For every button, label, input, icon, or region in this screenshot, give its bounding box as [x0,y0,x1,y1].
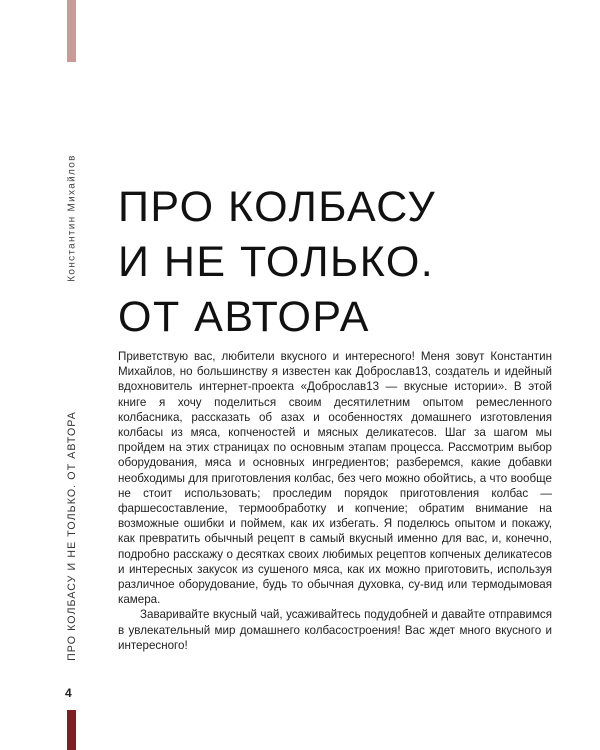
body-text [118,349,552,653]
chapter-title-line-3: ОТ АВТОРА [118,293,370,341]
sidebar-bottom-accent-bar [67,710,76,750]
sidebar-top-accent-bar [67,0,76,62]
chapter-title-line-1: ПРО КОЛБАСУ [118,183,437,231]
chapter-title [118,180,436,345]
body-paragraph-2: Заваривайте вкусный чай, усаживайтесь подудобней и давайте отправимся в увлекательный мир домашнего колбасостроения! Вас ждет много вкусного и интересного! [118,608,552,652]
chapter-title-line-2: И НЕ ТОЛЬКО. [118,238,435,286]
sidebar-section-title: ПРО КОЛБАСУ И НЕ ТОЛЬКО. ОТ АВТОРА [66,411,78,661]
body-paragraph-1: Приветствую вас, любители вкусного и интересного! Меня зовут Константин Михайлов, но большинству я известен как Доброслав13, создатель и идейный вдохновитель интернет-проекта «Доброслав13 — вкусные истории». В этой книге я хочу поделиться своим десятилетним опытом ремесленного колбасника, рассказать об азах и особенностях домашнего изготовления колбасы из мяса, копченостей и мясных деликатесов. Шаг за шагом мы пройдем на этих страницах по основным этапам процесса. Рассмотрим выбор оборудования, мяса и основных ингредиентов; разберемся, какие добавки необходимы для приготовления колбас, без чего можно обойтись, а что вообще не стоит использовать; проследим порядок приготовления колбас — фаршесоставление, термообработку и копчение; обратим внимание на возможные ошибки и поймем, как их избегать. Я поделюсь опытом и покажу, как превратить обычный рецепт в самый вкусный именно для вас, и, конечно, подробно расскажу о десятках своих любимых рецептов копченых деликатесов и интересных закусок из сушеного мяса, как их можно приготовить, используя различное оборудование, будь то обычная духовка, су-вид или термодымовая камера. [118,350,552,607]
page-number: 4 [65,686,72,700]
sidebar-author-name: Константин Михайлов [66,154,78,282]
